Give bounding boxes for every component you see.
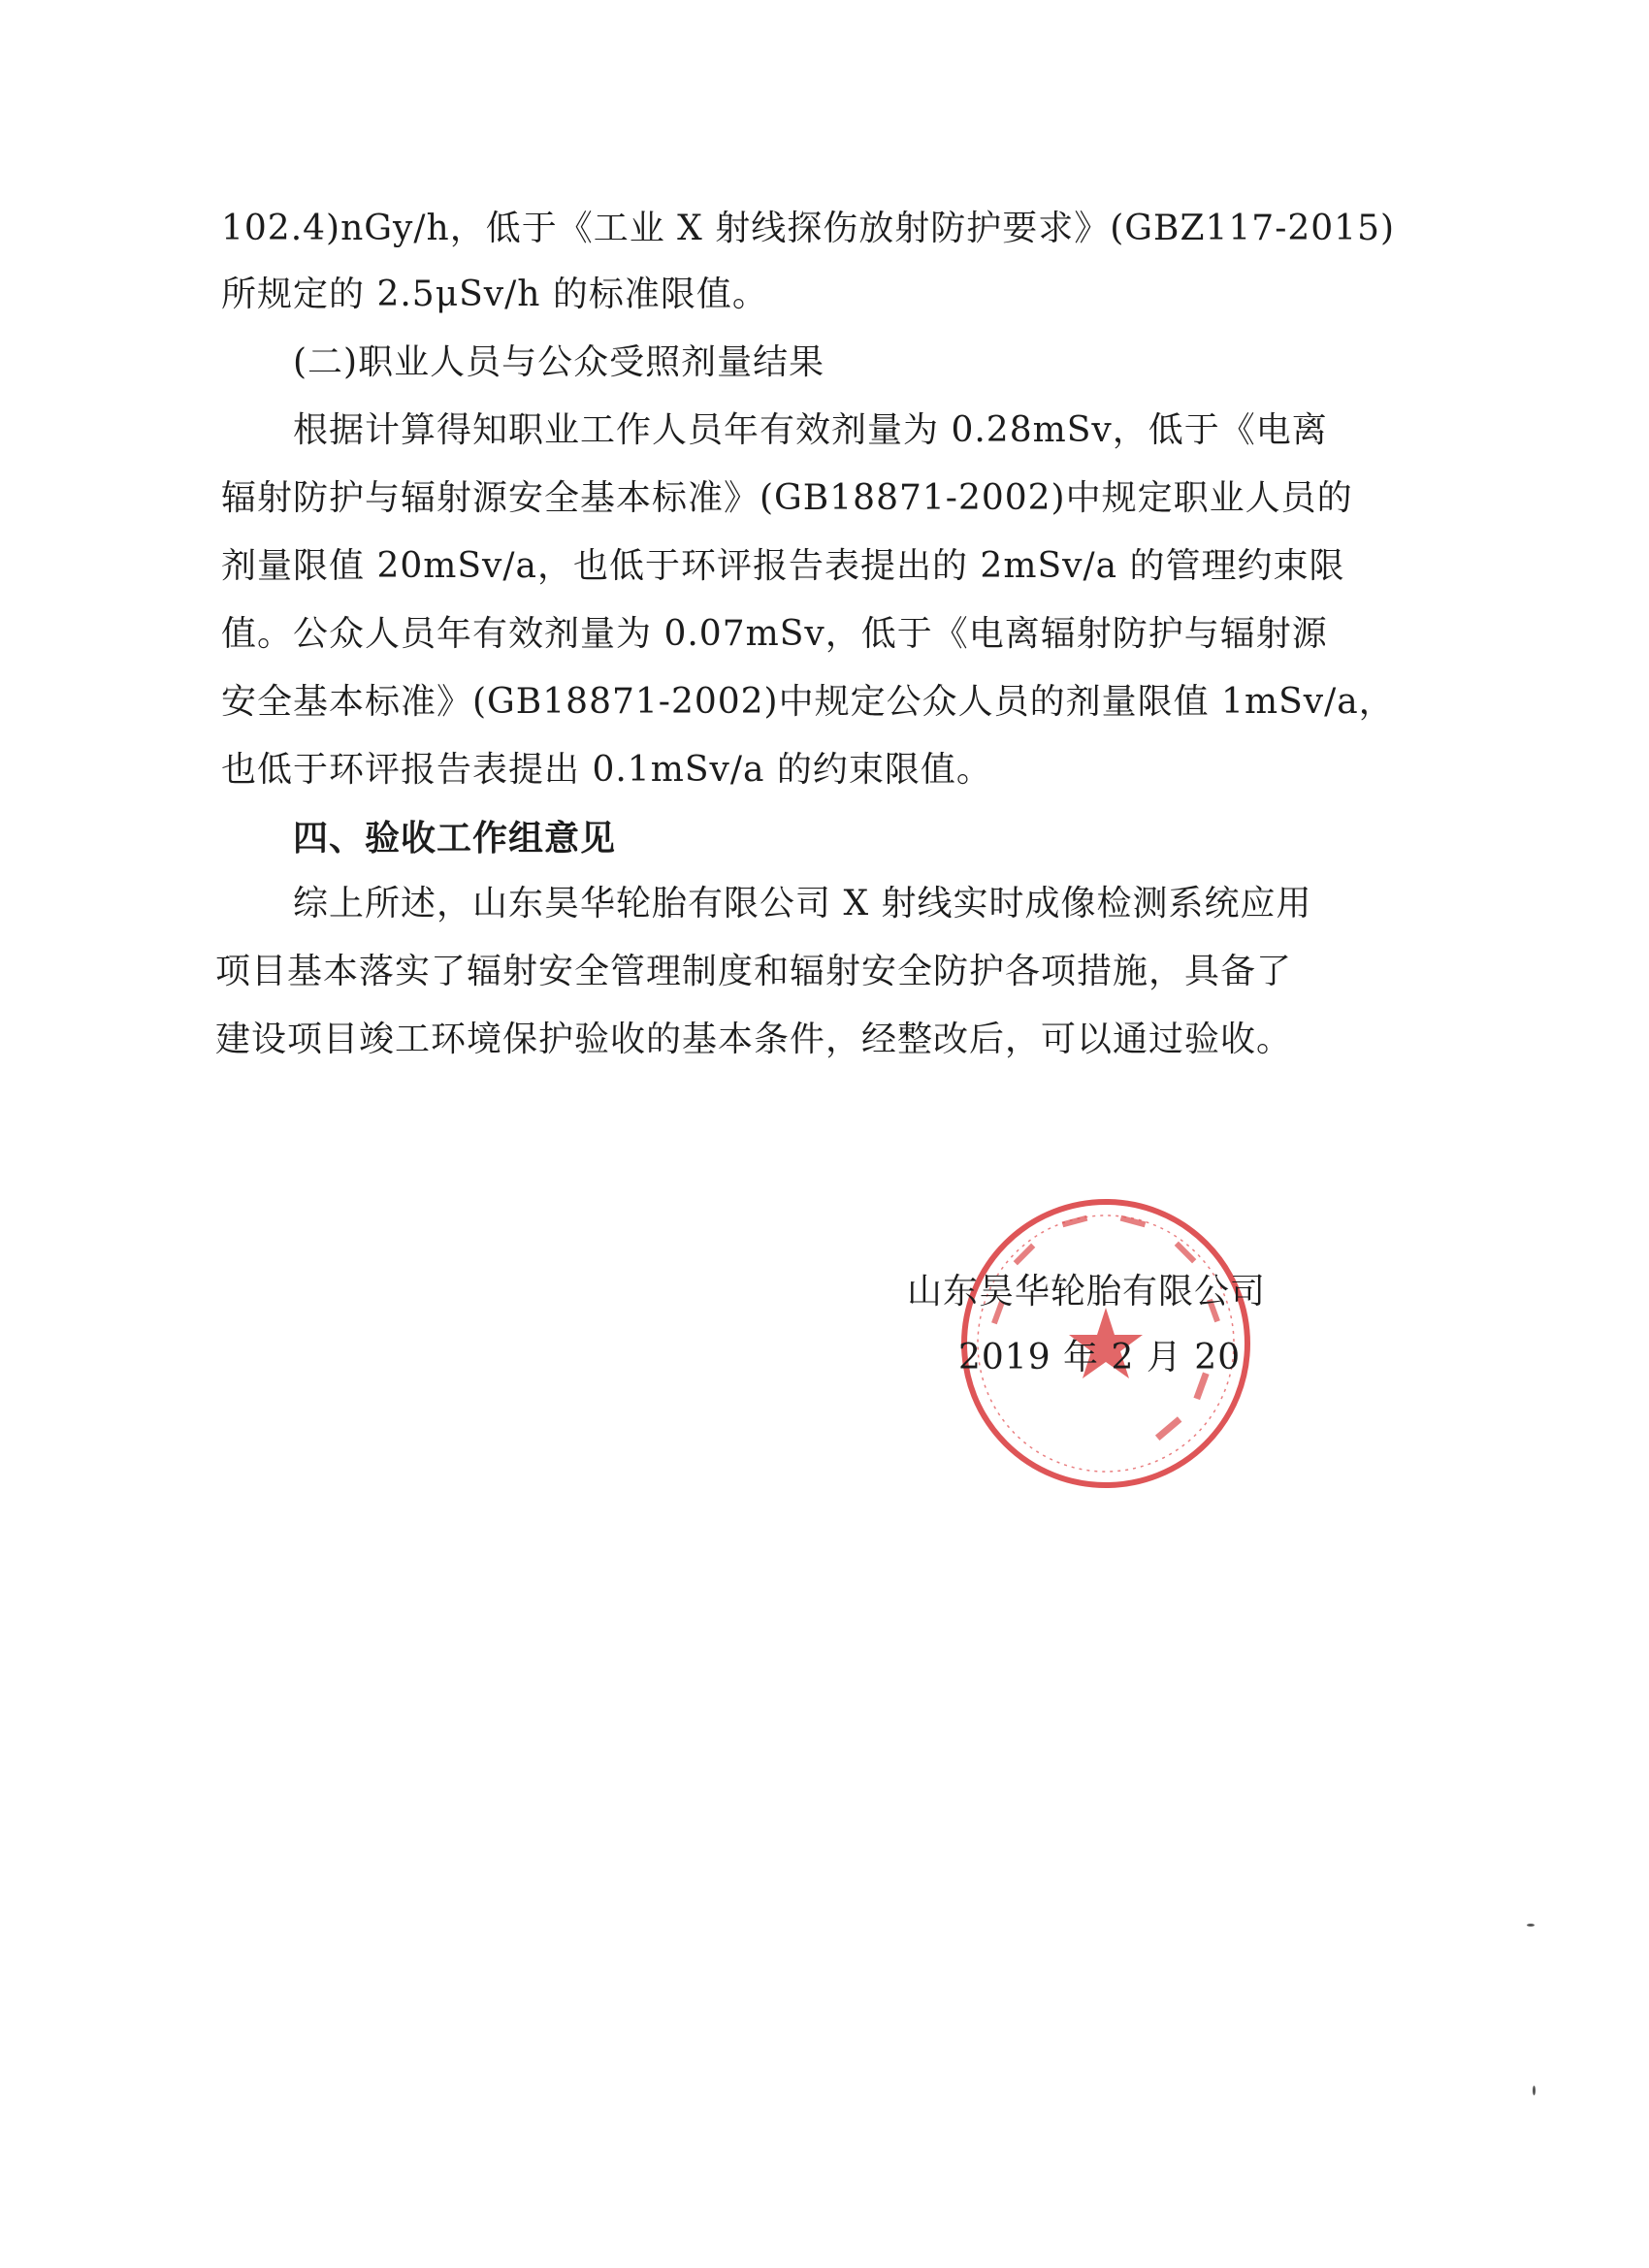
paragraph-1-line-3: 剂量限值 20mSv/a，也低于环评报告表提出的 2mSv/a 的管理约束限 bbox=[221, 546, 1345, 586]
paragraph-1-line-1: 根据计算得知职业工作人员年有效剂量为 0.28mSv，低于《电离 bbox=[293, 410, 1328, 450]
scan-speck bbox=[1533, 2086, 1536, 2095]
scan-speck bbox=[1527, 1924, 1535, 1927]
section-heading-4: 四、验收工作组意见 bbox=[293, 818, 617, 859]
paragraph-2-line-3: 建设项目竣工环境保护验收的基本条件，经整改后，可以通过验收。 bbox=[215, 1020, 1293, 1059]
body-line-2: 所规定的 2.5μSv/h 的标准限值。 bbox=[221, 275, 768, 314]
paragraph-1-line-6: 也低于环评报告表提出 0.1mSv/a 的约束限值。 bbox=[221, 750, 992, 790]
body-line-1: 102.4)nGy/h，低于《工业 X 射线探伤放射防护要求》(GBZ117-2015) bbox=[221, 209, 1396, 248]
signature-company: 山东昊华轮胎有限公司 bbox=[907, 1272, 1267, 1312]
signature-date: 2019 年 2 月 20 bbox=[958, 1338, 1242, 1377]
paragraph-1-line-5: 安全基本标准》(GB18871-2002)中规定公众人员的剂量限值 1mSv/a， bbox=[221, 682, 1395, 722]
paragraph-1-line-4: 值。公众人员年有效剂量为 0.07mSv，低于《电离辐射防护与辐射源 bbox=[221, 614, 1328, 654]
paragraph-2-line-1: 综上所述，山东昊华轮胎有限公司 X 射线实时成像检测系统应用 bbox=[293, 884, 1312, 923]
paragraph-1-line-2: 辐射防护与辐射源安全基本标准》(GB18871-2002)中规定职业人员的 bbox=[221, 478, 1353, 518]
section-heading-2: (二)职业人员与公众受照剂量结果 bbox=[293, 342, 825, 382]
paragraph-2-line-2: 项目基本落实了辐射安全管理制度和辐射安全防护各项措施，具备了 bbox=[215, 952, 1293, 991]
